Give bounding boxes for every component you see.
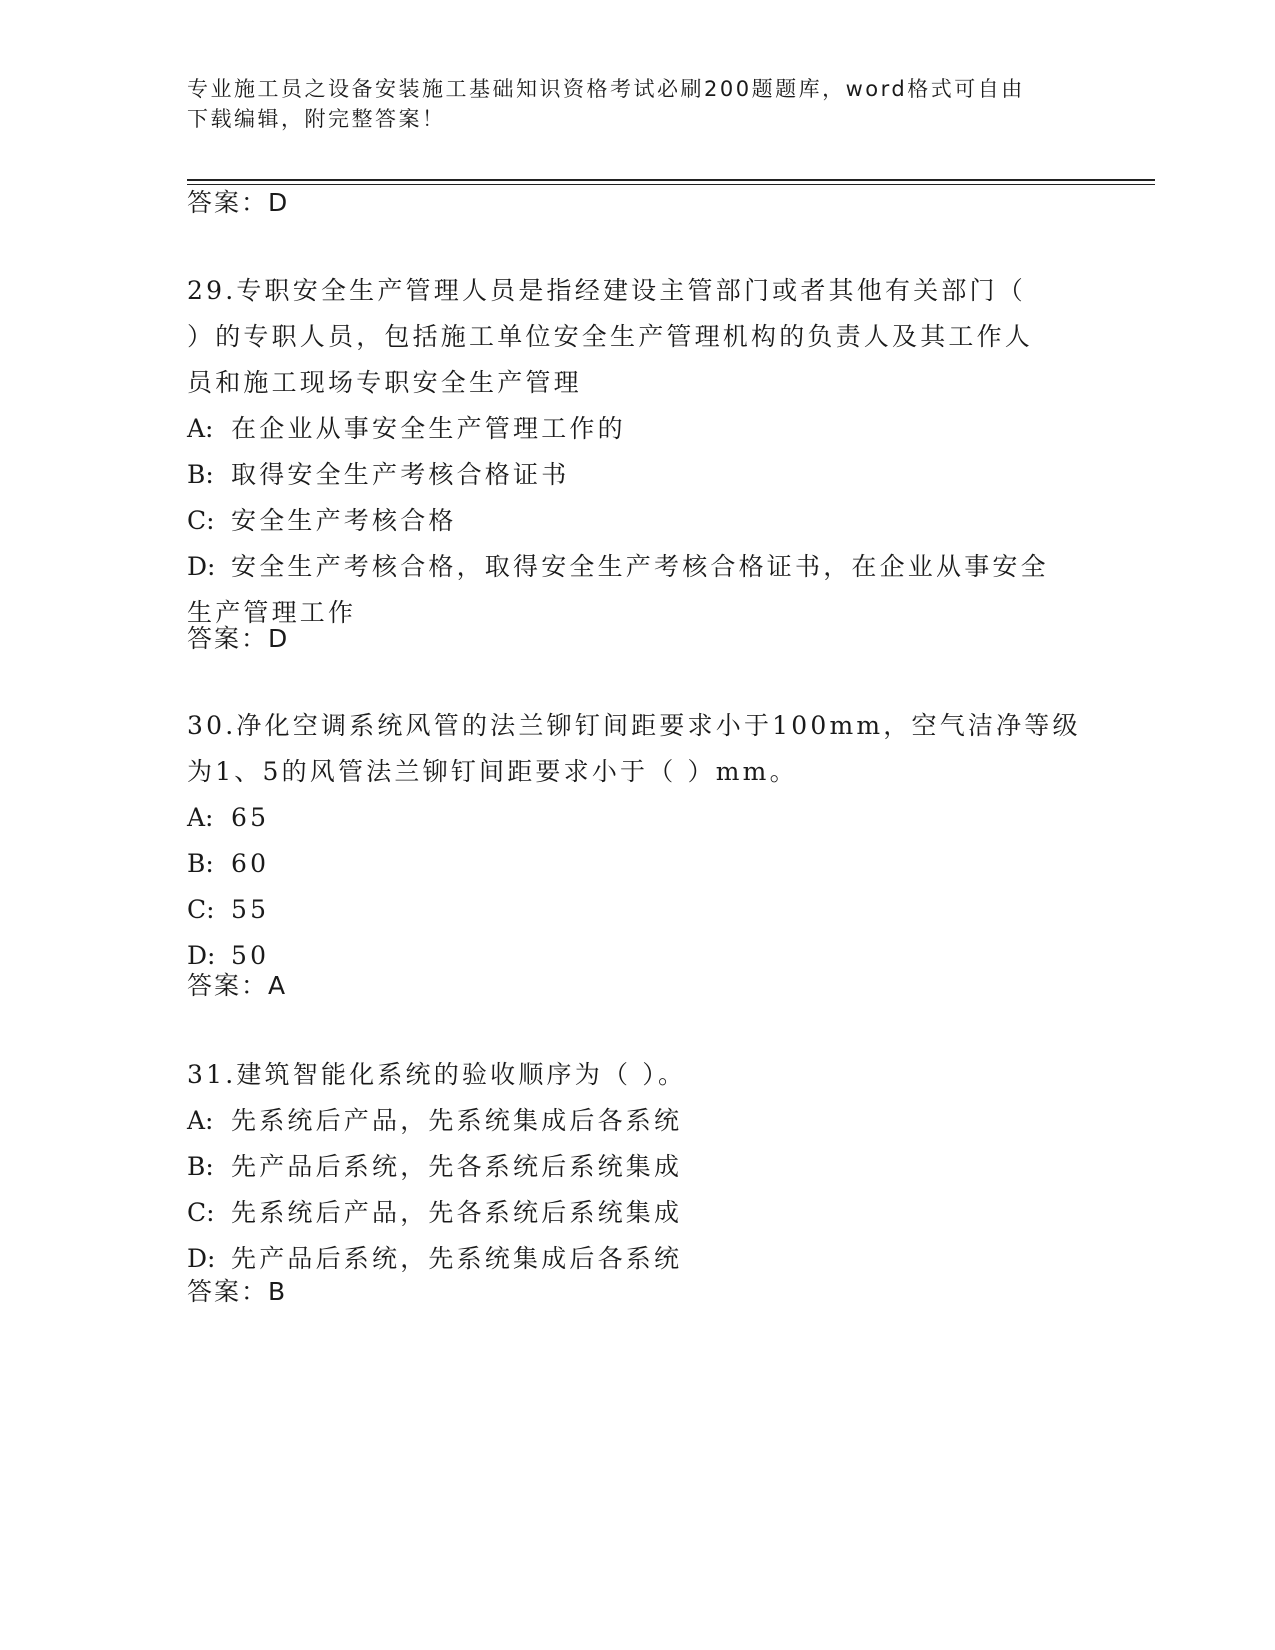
question-29-line-3: 员和施工现场专职安全生产管理 [187, 368, 582, 397]
option-text: 65 [231, 803, 270, 832]
question-31-option-a [187, 1098, 1087, 1144]
option-text: 取得安全生产考核合格证书 [231, 460, 570, 489]
option-text: 先产品后系统，先各系统后系统集成 [231, 1152, 683, 1181]
option-text: 55 [231, 895, 270, 924]
question-29-line-1: 29.专职安全生产管理人员是指经建设主管部门或者其他有关部门（ [187, 276, 1026, 305]
question-29-option-b [187, 452, 1087, 498]
option-key: D: [187, 1244, 216, 1273]
header-line-1: 专业施工员之设备安装施工基础知识资格考试必刷200题题库，word格式可自由 [187, 77, 1025, 101]
option-key: D: [187, 552, 216, 581]
question-31-option-c [187, 1190, 1087, 1236]
option-key: A: [187, 414, 214, 443]
question-30-option-c [187, 887, 1087, 933]
option-key: C: [187, 895, 215, 924]
answer-previous: 答案：D [187, 188, 290, 217]
header-line-2: 下载编辑，附完整答案！ [187, 107, 446, 131]
question-30-option-b [187, 841, 1087, 887]
question-30 [187, 703, 1087, 979]
document-header [187, 74, 1077, 134]
question-31 [187, 1052, 1087, 1282]
option-text: 50 [231, 941, 270, 970]
option-text: 先系统后产品，先各系统后系统集成 [231, 1198, 683, 1227]
question-30-line-1: 30.净化空调系统风管的法兰铆钉间距要求小于100mm，空气洁净等级 [187, 711, 1081, 740]
option-key: B: [187, 460, 214, 489]
option-text: 在企业从事安全生产管理工作的 [231, 414, 626, 443]
answer-29: 答案：D [187, 624, 290, 653]
option-text: 安全生产考核合格 [231, 506, 457, 535]
question-31-option-b [187, 1144, 1087, 1190]
option-text: 60 [231, 849, 270, 878]
question-30-line-2: 为1、5的风管法兰铆钉间距要求小于（ ）mm。 [187, 757, 798, 786]
header-rule-thick [187, 179, 1155, 181]
header-rule-thin [187, 184, 1155, 185]
answer-30: 答案：A [187, 971, 288, 1000]
question-29-line-2: ）的专职人员，包括施工单位安全生产管理机构的负责人及其工作人 [187, 322, 1034, 351]
question-29-option-c [187, 498, 1087, 544]
option-key: A: [187, 803, 214, 832]
answer-31: 答案：B [187, 1277, 288, 1306]
question-29-option-d [187, 544, 1087, 590]
option-key: D: [187, 941, 216, 970]
option-text: 先产品后系统，先系统集成后各系统 [231, 1244, 683, 1273]
question-30-option-a [187, 795, 1087, 841]
option-key: B: [187, 1152, 214, 1181]
question-31-line-1: 31.建筑智能化系统的验收顺序为（ ）。 [187, 1060, 687, 1089]
question-29-option-a [187, 406, 1087, 452]
question-31-option-d [187, 1236, 1087, 1282]
question-29-option-d-continued: 生产管理工作 [187, 598, 357, 627]
option-key: B: [187, 849, 214, 878]
option-text: 先系统后产品，先系统集成后各系统 [231, 1106, 683, 1135]
question-29 [187, 268, 1087, 636]
option-key: A: [187, 1106, 214, 1135]
option-text: 安全生产考核合格，取得安全生产考核合格证书，在企业从事安全 [231, 552, 1049, 581]
question-30-option-d [187, 933, 1087, 979]
option-key: C: [187, 1198, 215, 1227]
option-key: C: [187, 506, 215, 535]
